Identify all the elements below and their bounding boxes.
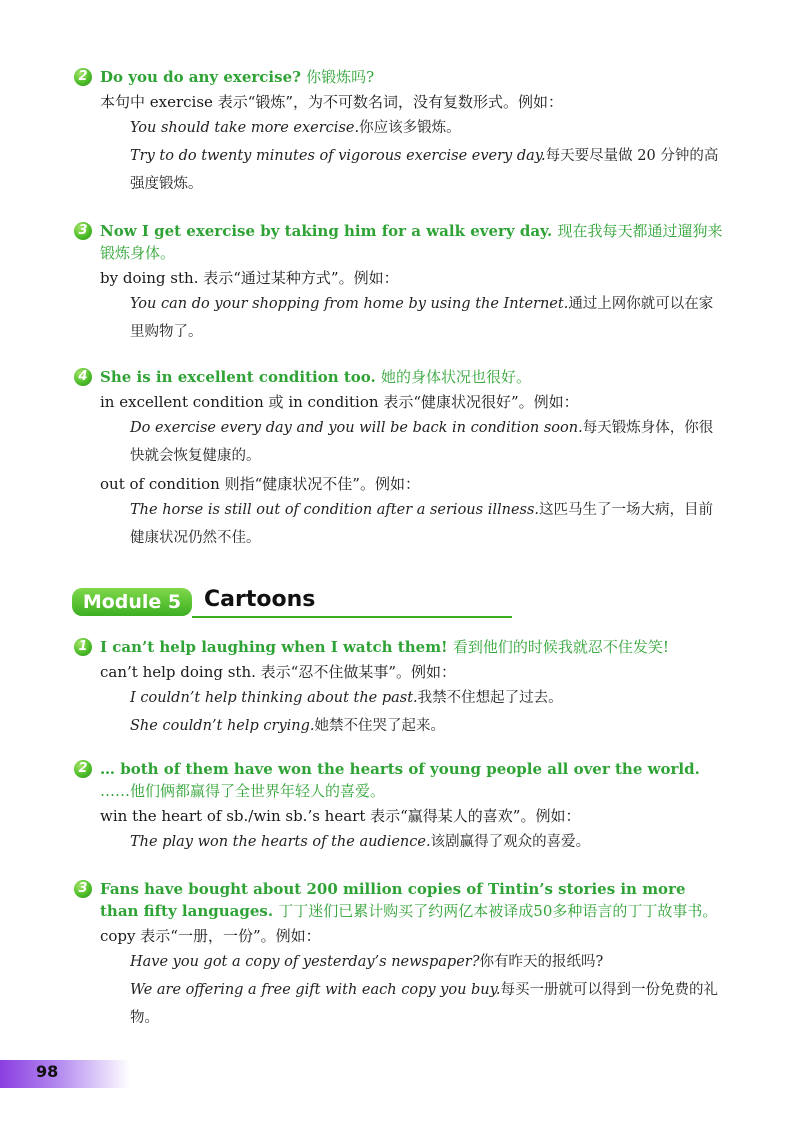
example-sentence: Do exercise every day and you will be back in condition soon.每天锻炼身体，你很快就会恢复健康的。 — [130, 420, 714, 464]
explanation: by doing sth. 表示“通过某种方式”。例如： — [100, 269, 399, 287]
explanation: out of condition 则指“健康状况不佳”。例如： — [100, 475, 420, 493]
example-sentence: Have you got a copy of yesterday’s newspaper?你有昨天的报纸吗? — [130, 954, 604, 970]
module-label: Module 5 — [72, 588, 192, 616]
page-number: 98 — [36, 1062, 59, 1081]
note-win-hearts — [72, 758, 724, 856]
explanation: in excellent condition 或 in condition 表示“健康状况很好”。例如： — [100, 393, 579, 411]
example-sentence: Try to do twenty minutes of vigorous exercise every day.每天要尽量做 20 分钟的高强度锻炼。 — [130, 148, 719, 192]
heading-chinese: 现在我每天都通过遛狗来锻炼身体。 — [100, 222, 723, 262]
example-sentence: We are offering a free gift with each copy you buy.每买一册就可以得到一份免费的礼物。 — [130, 982, 719, 1026]
heading-english: Fans have bought about 200 million copies of Tintin’s stories in more than fifty languages. — [100, 880, 686, 920]
heading-english: Now I get exercise by taking him for a walk every day. — [100, 222, 553, 240]
explanation: 本句中 exercise 表示“锻炼”，为不可数名词，没有复数形式。例如： — [100, 93, 564, 111]
note-heading — [72, 758, 724, 802]
number-badge: 2 — [74, 760, 92, 778]
heading-english: She is in excellent condition too. — [100, 368, 376, 386]
note-cant-help — [72, 636, 724, 740]
note-heading — [72, 636, 724, 658]
note-copy — [72, 878, 724, 1032]
heading-english: I can’t help laughing when I watch them! — [100, 638, 448, 656]
heading-chinese: 你锻炼吗? — [306, 68, 375, 86]
page-number-band — [0, 1060, 130, 1088]
note-heading — [72, 878, 724, 922]
note-heading — [72, 366, 724, 388]
note-exercise — [72, 66, 724, 198]
example-sentence: The play won the hearts of the audience.该剧赢得了观众的喜爱。 — [130, 834, 591, 850]
module-title: Cartoons — [204, 587, 316, 612]
number-badge: 3 — [74, 880, 92, 898]
note-heading — [72, 220, 724, 264]
number-badge: 4 — [74, 368, 92, 386]
module-header — [72, 588, 512, 618]
module-underline — [192, 616, 512, 618]
note-walk-dog — [72, 220, 724, 346]
example-sentence: She couldn’t help crying.她禁不住哭了起来。 — [130, 718, 446, 734]
number-badge: 1 — [74, 638, 92, 656]
example-sentence: You should take more exercise.你应该多锻炼。 — [130, 120, 461, 136]
example-sentence: The horse is still out of condition after a serious illness.这匹马生了一场大病，目前健康状况仍然不佳。 — [130, 502, 714, 546]
explanation: copy 表示“一册，一份”。例如： — [100, 927, 321, 945]
heading-english: … both of them have won the hearts of young people all over the world. — [100, 760, 700, 778]
heading-chinese: 看到他们的时候我就忍不住发笑! — [452, 638, 669, 656]
number-badge: 3 — [74, 222, 92, 240]
explanation: can’t help doing sth. 表示“忍不住做某事”。例如： — [100, 663, 456, 681]
explanation: win the heart of sb./win sb.’s heart 表示“赢得某人的喜欢”。例如： — [100, 807, 581, 825]
note-heading — [72, 66, 724, 88]
note-condition — [72, 366, 724, 552]
example-sentence: I couldn’t help thinking about the past.我禁不住想起了过去。 — [130, 690, 563, 706]
heading-chinese: 丁丁迷们已累计购买了约两亿本被译成50多种语言的丁丁故事书。 — [278, 902, 718, 920]
example-sentence: You can do your shopping from home by using the Internet.通过上网你就可以在家里购物了。 — [130, 296, 714, 340]
heading-chinese: ……他们俩都赢得了全世界年轻人的喜爱。 — [100, 782, 386, 800]
number-badge: 2 — [74, 68, 92, 86]
heading-chinese: 她的身体状况也很好。 — [380, 368, 531, 386]
heading-english: Do you do any exercise? — [100, 68, 301, 86]
